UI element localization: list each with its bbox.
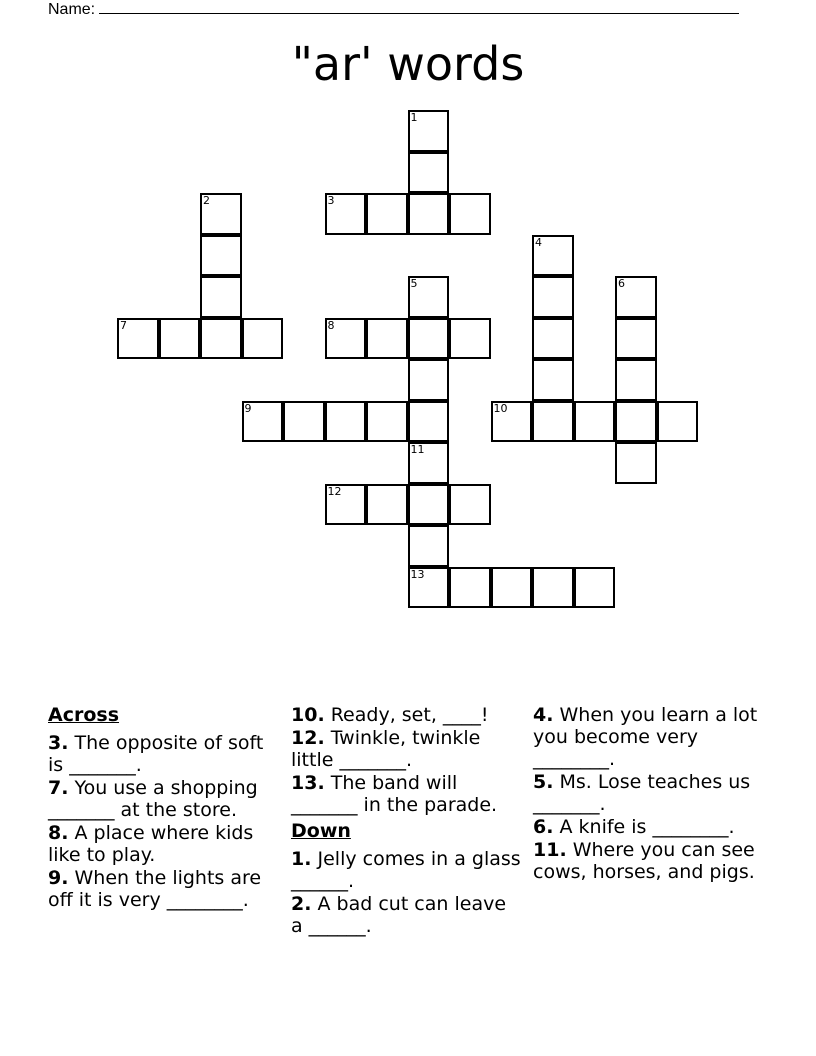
clue-item <box>291 727 523 771</box>
crossword-cell[interactable] <box>408 359 450 401</box>
cell-number: 9 <box>244 401 252 415</box>
clue-item <box>291 772 523 816</box>
cell-number: 7 <box>120 318 127 332</box>
clue-text: A place where kids like to play. <box>48 822 254 866</box>
crossword-cell[interactable] <box>449 567 491 609</box>
clue-number: 10. <box>291 704 325 726</box>
clue-text: A bad cut can leave a ______. <box>291 893 507 937</box>
clue-text: When the lights are off it is very ________. <box>48 867 262 911</box>
cell-number: 10 <box>493 401 508 415</box>
cell-number: 6 <box>618 277 625 290</box>
down-clue-list <box>291 848 523 937</box>
clue-number: 2. <box>291 893 312 915</box>
crossword-cell[interactable] <box>200 235 242 277</box>
clue-number: 4. <box>533 704 554 726</box>
crossword-cell[interactable] <box>615 401 657 443</box>
clue-text: The opposite of soft is _______. <box>48 732 264 776</box>
clue-text: Ms. Lose teaches us _______. <box>533 771 751 815</box>
page-title: "ar' words <box>291 37 525 91</box>
clue-item <box>533 839 765 883</box>
cell-number: 13 <box>410 567 425 581</box>
cell-number: 4 <box>535 235 542 249</box>
cell-number: 11 <box>410 443 425 456</box>
crossword-cell[interactable] <box>574 401 616 443</box>
crossword-cell[interactable] <box>408 484 450 526</box>
clue-text: A knife is ________. <box>553 816 735 838</box>
down-clue-list-continued <box>533 704 765 883</box>
clue-text: The band will _______ in the parade. <box>291 772 498 816</box>
crossword-cell[interactable] <box>532 359 574 401</box>
clue-column-3 <box>533 700 765 884</box>
clue-item <box>291 848 523 892</box>
crossword-cell[interactable] <box>200 318 242 360</box>
crossword-cell[interactable] <box>532 401 574 443</box>
clue-item <box>48 777 280 821</box>
cell-number: 8 <box>327 318 335 332</box>
crossword-cell[interactable] <box>366 193 408 235</box>
crossword-cell[interactable] <box>408 318 450 360</box>
across-heading: Across <box>48 704 120 726</box>
crossword-cell[interactable] <box>449 484 491 526</box>
clue-item <box>533 816 765 838</box>
crossword-cell[interactable] <box>408 193 450 235</box>
crossword-cell[interactable] <box>242 401 284 443</box>
crossword-cell[interactable] <box>366 401 408 443</box>
clue-item <box>48 822 280 866</box>
crossword-cell[interactable] <box>325 318 367 360</box>
crossword-cell[interactable] <box>159 318 201 360</box>
crossword-cell[interactable] <box>117 318 159 360</box>
crossword-cell[interactable] <box>491 401 533 443</box>
crossword-cell[interactable] <box>449 318 491 360</box>
cell-number: 3 <box>327 194 335 207</box>
crossword-cell[interactable] <box>408 567 450 609</box>
name-field[interactable] <box>48 0 739 19</box>
crossword-cell[interactable] <box>532 318 574 360</box>
crossword-cell[interactable] <box>283 401 325 443</box>
clue-number: 12. <box>291 727 325 749</box>
crossword-cell[interactable] <box>615 318 657 360</box>
clue-column-1 <box>48 700 280 912</box>
clue-number: 1. <box>291 848 312 870</box>
clue-item <box>533 704 765 770</box>
clue-item <box>48 732 280 776</box>
crossword-cell[interactable] <box>408 525 450 567</box>
crossword-cell[interactable] <box>408 401 450 443</box>
clue-number: 3. <box>48 732 69 754</box>
cell-number: 1 <box>410 111 418 124</box>
cell-number: 5 <box>410 277 418 290</box>
crossword-cell[interactable] <box>615 359 657 401</box>
clue-item <box>291 704 523 726</box>
name-underline[interactable] <box>99 0 739 14</box>
crossword-cell[interactable] <box>615 442 657 484</box>
clue-item <box>291 893 523 937</box>
across-clue-list <box>48 732 280 911</box>
clue-item <box>533 771 765 815</box>
crossword-cell[interactable] <box>408 442 450 484</box>
across-clue-list-continued <box>291 704 523 816</box>
clue-number: 8. <box>48 822 69 844</box>
crossword-cell[interactable] <box>366 318 408 360</box>
crossword-cell[interactable] <box>325 193 367 235</box>
clue-column-2 <box>291 700 523 938</box>
crossword-cell[interactable] <box>491 567 533 609</box>
crossword-cell[interactable] <box>242 318 284 360</box>
crossword-cell[interactable] <box>408 276 450 318</box>
clue-number: 7. <box>48 777 69 799</box>
clue-item <box>48 867 280 911</box>
clue-text: When you learn a lot you become very ________. <box>533 704 758 770</box>
clue-text: Jelly comes in a glass ______. <box>291 848 521 892</box>
crossword-cell[interactable] <box>449 193 491 235</box>
crossword-cell[interactable] <box>574 567 616 609</box>
clue-text: Where you can see cows, horses, and pigs. <box>533 839 755 883</box>
crossword-cell[interactable] <box>325 401 367 443</box>
name-label: Name: <box>48 1 96 18</box>
crossword-cell[interactable] <box>408 110 450 152</box>
clue-number: 13. <box>291 772 325 794</box>
crossword-cell[interactable] <box>325 484 367 526</box>
crossword-cell[interactable] <box>408 152 450 194</box>
clue-number: 6. <box>533 816 554 838</box>
crossword-cell[interactable] <box>532 235 574 277</box>
clue-text: Ready, set, ____! <box>324 704 489 726</box>
clue-number: 11. <box>533 839 567 861</box>
crossword-cell[interactable] <box>200 193 242 235</box>
crossword-cell[interactable] <box>366 484 408 526</box>
crossword-cell[interactable] <box>532 567 574 609</box>
crossword-cell[interactable] <box>657 401 699 443</box>
cell-number: 2 <box>203 194 210 207</box>
down-heading: Down <box>291 820 351 842</box>
crossword-cell[interactable] <box>532 276 574 318</box>
crossword-cell[interactable] <box>615 276 657 318</box>
clue-number: 5. <box>533 771 554 793</box>
clue-text: Twinkle, twinkle little _______. <box>291 727 481 771</box>
crossword-cell[interactable] <box>200 276 242 318</box>
clue-text: You use a shopping _______ at the store. <box>48 777 258 821</box>
clue-number: 9. <box>48 867 69 889</box>
cell-number: 12 <box>327 484 342 498</box>
